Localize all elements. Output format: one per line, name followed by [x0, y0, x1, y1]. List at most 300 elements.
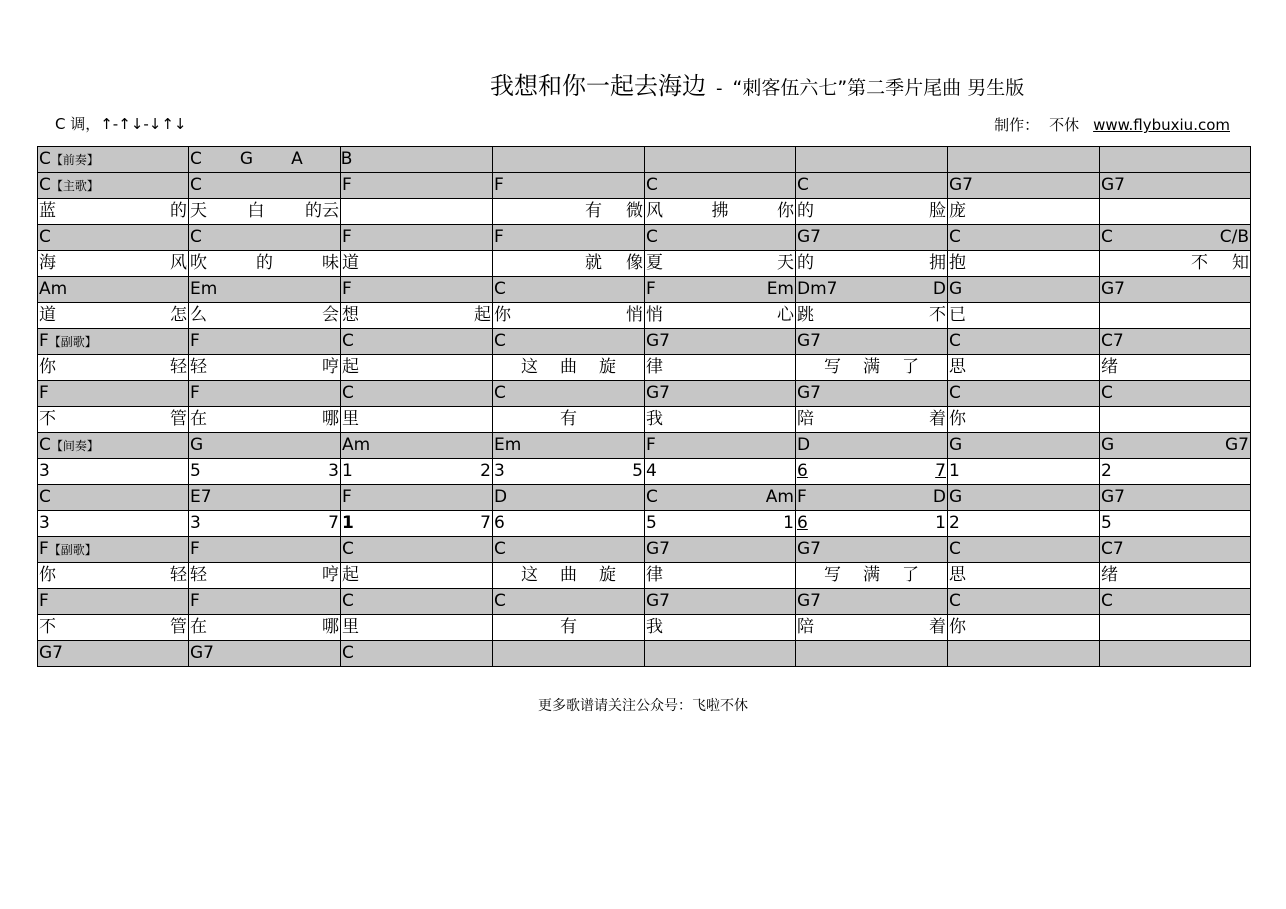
- lyric-text: 就: [585, 253, 602, 273]
- chord-symbol: G: [239, 149, 254, 169]
- chord-symbol: Em: [190, 279, 218, 299]
- chord-cell: [796, 225, 948, 251]
- section-tag: 【副歌】: [48, 334, 97, 349]
- lyric-cell: [645, 251, 796, 277]
- chord-symbol: F: [342, 175, 352, 195]
- lyric-cell: [38, 251, 189, 277]
- chord-cell: [38, 277, 189, 303]
- lyric-text: 道: [39, 305, 56, 325]
- lyric-cell: [341, 563, 493, 589]
- chord-cell: [38, 225, 189, 251]
- lyric-text: 7: [328, 513, 339, 533]
- chord-symbol: C: [646, 227, 658, 247]
- lyric-text: 夏: [646, 253, 663, 273]
- chord-cell: [645, 277, 796, 303]
- lyric-text: 脸: [929, 201, 946, 221]
- lyric-text: 吹: [190, 253, 207, 273]
- lyric-text: 陪: [797, 409, 814, 429]
- lyric-text: 味: [322, 253, 339, 273]
- chord-cell: [341, 537, 493, 563]
- lyric-text: 这: [521, 357, 538, 377]
- chord-cell: [189, 277, 341, 303]
- song-subtitle: “刺客伍六七”第二季片尾曲 男生版: [732, 77, 1025, 99]
- lyric-text: 风: [170, 253, 187, 273]
- lyric-text: 曲: [560, 357, 577, 377]
- chord-symbol: C: [342, 539, 354, 559]
- lyric-cell: [1100, 459, 1251, 485]
- chord-row: [38, 641, 1251, 667]
- lyric-cell: [645, 511, 796, 537]
- chord-symbol: G: [949, 279, 963, 299]
- lyric-text: 想: [342, 305, 359, 325]
- lyric-text: 这: [521, 565, 538, 585]
- lyric-cell: [948, 303, 1100, 329]
- chord-cell: [38, 381, 189, 407]
- lyric-cell: [796, 251, 948, 277]
- chord-symbol: C: [39, 487, 51, 507]
- chord-cell: [493, 173, 645, 199]
- lyric-cell: [948, 511, 1100, 537]
- lyric-text: 7: [935, 461, 946, 481]
- lyric-cell: [796, 615, 948, 641]
- chord-symbol: F: [39, 591, 49, 611]
- lyric-text: 我: [646, 617, 663, 637]
- chord-symbol: G: [949, 487, 963, 507]
- lyric-text: 悄: [646, 305, 663, 325]
- lyric-text: 2: [949, 513, 960, 533]
- lyric-cell: [796, 459, 948, 485]
- lyric-cell: [796, 199, 948, 225]
- chord-row: [38, 173, 1251, 199]
- lyric-text: 你: [777, 201, 794, 221]
- chord-cell: [189, 641, 341, 667]
- lyric-text: 拥: [929, 253, 946, 273]
- lyric-cell: [38, 511, 189, 537]
- lyric-text: 拂: [711, 201, 729, 221]
- lyric-row: [38, 615, 1251, 641]
- chord-cell: [189, 589, 341, 615]
- chord-cell: [645, 329, 796, 355]
- lyric-cell: [341, 303, 493, 329]
- chord-symbol: G7: [646, 539, 670, 559]
- chord-symbol: C: [494, 331, 506, 351]
- chord-symbol: C7: [1101, 331, 1124, 351]
- chord-symbol: C: [646, 175, 658, 195]
- lyric-text: 我: [646, 409, 663, 429]
- lyric-text: 里: [342, 409, 359, 429]
- chord-row: [38, 537, 1251, 563]
- lyric-text: 绪: [1101, 357, 1118, 377]
- lyric-text: 海: [39, 253, 56, 273]
- lyric-text: 已: [949, 305, 966, 325]
- footer-note: 更多歌谱请关注公众号：飞啦不休: [538, 698, 748, 714]
- chord-symbol: G7: [1225, 435, 1249, 455]
- chord-cell: [948, 641, 1100, 667]
- lyric-row: [38, 355, 1251, 381]
- lyric-text: 2: [480, 461, 491, 481]
- lyric-text: 里: [342, 617, 359, 637]
- chord-symbol: F: [190, 331, 200, 351]
- chord-symbol: G7: [1101, 279, 1125, 299]
- chord-cell: [1100, 225, 1251, 251]
- chord-symbol: C: [949, 591, 961, 611]
- lyric-cell: [1100, 511, 1251, 537]
- chord-cell: [645, 381, 796, 407]
- lyric-cell: [493, 459, 645, 485]
- chord-cell: [1100, 277, 1251, 303]
- chord-cell: [645, 225, 796, 251]
- chord-symbol: Em: [494, 435, 522, 455]
- lyric-cell: [796, 563, 948, 589]
- chord-cell: [341, 433, 493, 459]
- chord-symbol: C: [949, 539, 961, 559]
- chord-cell: [38, 433, 189, 459]
- lyric-cell: [341, 355, 493, 381]
- lyric-text: 绪: [1101, 565, 1118, 585]
- lyric-text: 会: [322, 305, 339, 325]
- lyric-text: 不: [929, 305, 946, 325]
- chord-symbol: C: [494, 539, 506, 559]
- chord-cell: [341, 485, 493, 511]
- chord-cell: [493, 381, 645, 407]
- lyric-cell: [645, 407, 796, 433]
- lyric-cell: [493, 407, 645, 433]
- lyric-text: 知: [1232, 253, 1249, 273]
- chord-symbol: D: [932, 487, 946, 507]
- lyric-text: 跳: [797, 305, 814, 325]
- lyric-text: 微: [626, 201, 643, 221]
- lyric-text: 白: [247, 201, 265, 221]
- lyric-text: 轻: [170, 565, 187, 585]
- lyric-text: 哼: [322, 357, 339, 377]
- chord-cell: [493, 277, 645, 303]
- lyric-cell: [189, 407, 341, 433]
- lyric-text: 庞: [949, 201, 966, 221]
- chord-symbol: F: [190, 539, 200, 559]
- lyric-cell: [645, 355, 796, 381]
- chord-cell: [341, 147, 493, 173]
- chord-cell: [796, 381, 948, 407]
- chord-symbol: F: [190, 383, 200, 403]
- lyric-text: 起: [474, 305, 491, 325]
- lyric-text: 7: [480, 513, 491, 533]
- lyric-cell: [1100, 251, 1251, 277]
- chord-cell: [948, 433, 1100, 459]
- chord-symbol: G: [190, 435, 204, 455]
- chord-cell: [948, 173, 1100, 199]
- chord-cell: [645, 433, 796, 459]
- chord-symbol: D: [932, 279, 946, 299]
- chord-cell: [493, 537, 645, 563]
- chord-symbol: C: [342, 331, 354, 351]
- lyric-cell: [189, 199, 341, 225]
- lyric-cell: [645, 563, 796, 589]
- chord-symbol: F: [494, 227, 504, 247]
- chord-cell: [948, 381, 1100, 407]
- chord-row: [38, 277, 1251, 303]
- chord-sheet-table: [37, 146, 1251, 667]
- chord-sheet-body: [38, 147, 1251, 667]
- lyric-text: 1: [783, 513, 794, 533]
- lyric-cell: [38, 303, 189, 329]
- chord-cell: [796, 277, 948, 303]
- chord-symbol: C: [1101, 383, 1113, 403]
- lyric-text: 旋: [599, 565, 616, 585]
- chord-row: [38, 225, 1251, 251]
- chord-row: [38, 147, 1251, 173]
- lyric-text: 6: [494, 513, 505, 533]
- chord-cell: [341, 173, 493, 199]
- lyric-cell: [493, 511, 645, 537]
- chord-symbol: F: [646, 279, 656, 299]
- lyric-cell: [189, 251, 341, 277]
- chord-cell: [341, 641, 493, 667]
- lyric-cell: [493, 563, 645, 589]
- chord-symbol: Am: [342, 435, 371, 455]
- lyric-cell: [796, 407, 948, 433]
- chord-cell: [189, 225, 341, 251]
- author-name: 不休: [1049, 116, 1080, 134]
- chord-cell: [341, 329, 493, 355]
- lyric-text: 管: [170, 409, 187, 429]
- lyric-cell: [341, 251, 493, 277]
- lyric-text: 1: [342, 461, 353, 481]
- lyric-cell: [948, 251, 1100, 277]
- chord-symbol: G7: [190, 643, 214, 663]
- chord-cell: [948, 485, 1100, 511]
- chord-cell: [341, 277, 493, 303]
- chord-cell: [189, 381, 341, 407]
- chord-symbol: F: [39, 538, 49, 559]
- chord-symbol: C: [949, 331, 961, 351]
- lyric-cell: [341, 511, 493, 537]
- chord-symbol: C: [1101, 591, 1113, 611]
- lyric-cell: [341, 199, 493, 225]
- chord-symbol: C: [342, 643, 354, 663]
- lyric-text: 满: [863, 357, 880, 377]
- chord-cell: [1100, 485, 1251, 511]
- chord-cell: [341, 589, 493, 615]
- chord-symbol: G7: [1101, 175, 1125, 195]
- lyric-cell: [341, 615, 493, 641]
- chord-cell: [948, 537, 1100, 563]
- chord-cell: [1100, 173, 1251, 199]
- chord-symbol: C: [949, 383, 961, 403]
- lyric-text: 风: [646, 201, 663, 221]
- chord-cell: [948, 589, 1100, 615]
- lyric-text: 有: [560, 409, 577, 429]
- lyric-text: 1: [949, 461, 960, 481]
- lyric-text: 轻: [170, 357, 187, 377]
- chord-symbol: G7: [646, 331, 670, 351]
- chord-symbol: B: [340, 149, 353, 169]
- lyric-text: 曲: [560, 565, 577, 585]
- chord-cell: [38, 485, 189, 511]
- lyric-text: 写: [824, 565, 841, 585]
- lyric-cell: [493, 199, 645, 225]
- lyric-text: 天: [190, 201, 207, 221]
- chord-symbol: C: [342, 383, 354, 403]
- lyric-text: 陪: [797, 617, 814, 637]
- lyric-text: 抱: [949, 253, 966, 273]
- chord-symbol: F: [39, 383, 49, 403]
- chord-symbol: A: [291, 149, 303, 169]
- chord-cell: [1100, 641, 1251, 667]
- chord-cell: [38, 641, 189, 667]
- lyric-cell: [1100, 303, 1251, 329]
- website-link[interactable]: www.flybuxiu.com: [1093, 116, 1230, 134]
- lyric-cell: [948, 199, 1100, 225]
- lyric-cell: [189, 459, 341, 485]
- chord-cell: [948, 225, 1100, 251]
- lyric-text: 1: [342, 513, 354, 533]
- lyric-text: 的: [256, 253, 273, 273]
- lyric-cell: [38, 355, 189, 381]
- lyric-text: 3: [328, 461, 339, 481]
- lyric-cell: [38, 199, 189, 225]
- lyric-text: 有: [585, 201, 602, 221]
- lyric-text: 你: [949, 409, 966, 429]
- lyric-text: 了: [902, 357, 919, 377]
- chord-cell: [796, 589, 948, 615]
- chord-symbol: Em: [766, 279, 794, 299]
- chord-symbol: C: [646, 487, 658, 507]
- lyric-cell: [796, 355, 948, 381]
- lyric-text: 像: [626, 253, 643, 273]
- lyric-text: 在: [190, 409, 207, 429]
- chord-cell: [493, 589, 645, 615]
- key-strumming-info: C 调，↑-↑↓-↓↑↓: [55, 115, 187, 133]
- credits: [994, 114, 1230, 135]
- chord-cell: [493, 433, 645, 459]
- chord-cell: [493, 485, 645, 511]
- chord-cell: [796, 173, 948, 199]
- chord-symbol: F: [797, 487, 807, 507]
- lyric-cell: [189, 355, 341, 381]
- chord-row: [38, 485, 1251, 511]
- lyric-text: 么: [190, 305, 207, 325]
- lyric-text: 的: [170, 201, 187, 221]
- lyric-cell: [189, 615, 341, 641]
- chord-cell: [341, 381, 493, 407]
- chord-symbol: C: [190, 175, 202, 195]
- chord-cell: [1100, 537, 1251, 563]
- chord-symbol: G7: [646, 591, 670, 611]
- chord-symbol: G7: [797, 539, 821, 559]
- lyric-text: 悄: [626, 305, 643, 325]
- chord-row: [38, 589, 1251, 615]
- lyric-cell: [948, 459, 1100, 485]
- chord-symbol: C: [949, 227, 961, 247]
- lyric-text: 3: [39, 513, 50, 533]
- lyric-text: 5: [1101, 513, 1112, 533]
- lyric-text: 6: [797, 461, 808, 481]
- chord-symbol: E7: [190, 487, 212, 507]
- lyric-text: 天: [777, 253, 794, 273]
- lyric-cell: [341, 407, 493, 433]
- chord-symbol: C: [342, 591, 354, 611]
- lyric-text: 轻: [190, 357, 207, 377]
- chord-symbol: C: [494, 279, 506, 299]
- lyric-text: 4: [646, 461, 657, 481]
- lyric-cell: [493, 615, 645, 641]
- chord-symbol: Am: [765, 487, 794, 507]
- chord-cell: [796, 433, 948, 459]
- chord-symbol: C: [39, 227, 51, 247]
- chord-symbol: G7: [797, 227, 821, 247]
- chord-cell: [189, 433, 341, 459]
- lyric-cell: [948, 355, 1100, 381]
- chord-cell: [189, 147, 353, 173]
- chord-symbol: F: [646, 435, 656, 455]
- chord-symbol: C7: [1101, 539, 1124, 559]
- lyric-row: [38, 251, 1251, 277]
- chord-cell: [645, 589, 796, 615]
- lyric-text: 律: [646, 565, 663, 585]
- chord-row: [38, 329, 1251, 355]
- chord-symbol: G7: [797, 331, 821, 351]
- lyric-text: 不: [39, 409, 56, 429]
- chord-symbol: D: [494, 487, 508, 507]
- chord-symbol: C: [39, 434, 51, 455]
- page-title: [490, 66, 1024, 101]
- lyric-cell: [493, 251, 645, 277]
- lyric-text: 哪: [322, 617, 339, 637]
- chord-cell: [189, 329, 341, 355]
- chord-cell: [796, 537, 948, 563]
- chord-cell: [189, 173, 341, 199]
- chord-symbol: C: [190, 227, 202, 247]
- chord-symbol: C: [1101, 227, 1113, 247]
- lyric-text: 你: [39, 357, 56, 377]
- lyric-text: 你: [494, 305, 511, 325]
- section-tag: 【间奏】: [50, 438, 99, 453]
- chord-cell: [796, 147, 948, 173]
- lyric-cell: [1100, 407, 1251, 433]
- lyric-text: 哼: [322, 565, 339, 585]
- lyric-cell: [493, 303, 645, 329]
- chord-row: [38, 433, 1251, 459]
- lyric-text: 不: [39, 617, 56, 637]
- lyric-row: [38, 199, 1251, 225]
- chord-symbol: G7: [797, 591, 821, 611]
- chord-symbol: C: [797, 175, 809, 195]
- lyric-text: 怎: [170, 305, 187, 325]
- lyric-row: [38, 511, 1251, 537]
- chord-cell: [645, 485, 796, 511]
- chord-symbol: F: [342, 279, 352, 299]
- lyric-cell: [38, 563, 189, 589]
- lyric-cell: [189, 303, 341, 329]
- lyric-row: [38, 459, 1251, 485]
- chord-row: [38, 381, 1251, 407]
- chord-cell: [493, 147, 645, 173]
- section-tag: 【前奏】: [50, 152, 99, 167]
- chord-cell: [948, 277, 1100, 303]
- lyric-cell: [948, 563, 1100, 589]
- lyric-cell: [645, 615, 796, 641]
- lyric-text: 5: [632, 461, 643, 481]
- lyric-text: 的: [797, 253, 814, 273]
- lyric-cell: [341, 459, 493, 485]
- chord-symbol: C: [39, 148, 51, 169]
- lyric-cell: [1100, 563, 1251, 589]
- chord-cell: [341, 225, 493, 251]
- lyric-text: 了: [902, 565, 919, 585]
- chord-cell: [645, 537, 796, 563]
- chord-cell: [948, 147, 1100, 173]
- chord-symbol: C: [39, 174, 51, 195]
